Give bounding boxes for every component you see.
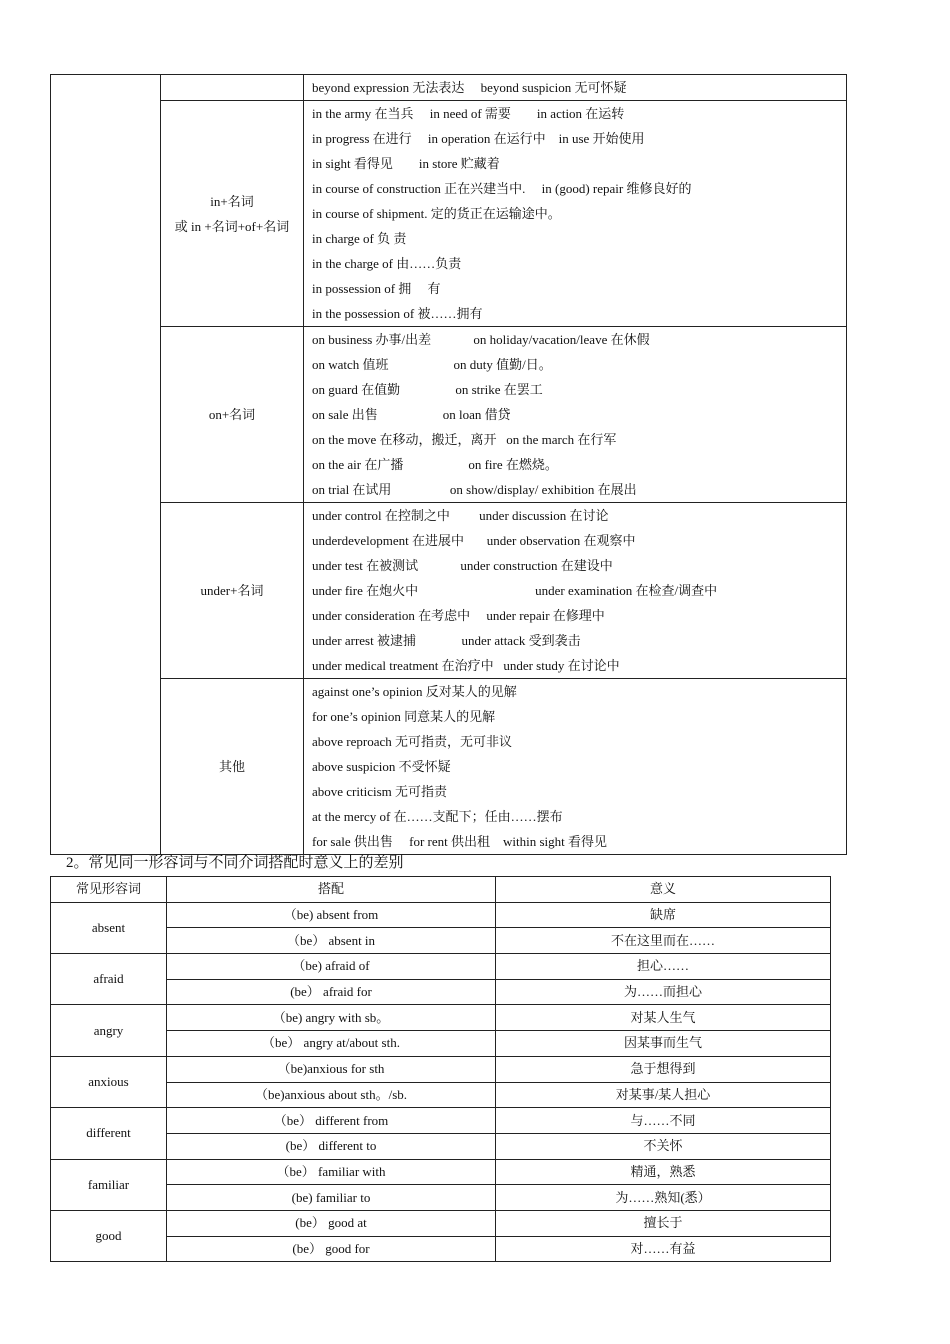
- table-row: [51, 101, 847, 327]
- table-row: [51, 1056, 831, 1082]
- category-label: under+名词: [200, 583, 264, 598]
- adjective-preposition-table: [50, 876, 831, 1262]
- phrase-line: on business 办事/出差 on holiday/vacation/leave 在休假: [312, 332, 650, 347]
- table-header-row: [51, 877, 831, 903]
- phrase-line: in course of construction 正在兴建当中. in (good) repair 维修良好的: [312, 181, 692, 196]
- phrase-line: under consideration 在考虑中 under repair 在修理中: [312, 608, 605, 623]
- adjective-cell: angry: [51, 1005, 167, 1056]
- adjective-cell: good: [51, 1210, 167, 1261]
- meaning-cell: 为……熟知(悉）: [496, 1185, 831, 1211]
- phrase-line: under test 在被测试 under construction 在建设中: [312, 558, 613, 573]
- meaning-cell: 因某事而生气: [496, 1031, 831, 1057]
- phrase-line: beyond expression 无法表达 beyond suspicion 无可怀疑: [312, 80, 627, 95]
- category-cell: [161, 327, 304, 503]
- header-collocation: 搭配: [167, 877, 496, 903]
- table-row: [51, 1133, 831, 1159]
- category-label: 其他: [218, 759, 245, 774]
- table-row: [51, 1005, 831, 1031]
- adjective-cell: different: [51, 1108, 167, 1159]
- category-label: in+名词: [210, 193, 254, 209]
- meaning-cell: 对……有益: [496, 1236, 831, 1262]
- phrase-line: against one’s opinion 反对某人的见解: [312, 684, 517, 699]
- phrase-line: on the air 在广播 on fire 在燃烧。: [312, 457, 558, 472]
- table-row: [51, 327, 847, 503]
- table-row: [51, 1210, 831, 1236]
- meaning-cell: 不关怀: [496, 1133, 831, 1159]
- phrases-cell: [304, 75, 847, 101]
- table-row: [51, 928, 831, 954]
- table-row: [51, 1185, 831, 1211]
- phrase-line: at the mercy of 在……支配下；任由……摆布: [312, 809, 563, 824]
- collocation-cell: (be） afraid for: [167, 979, 496, 1005]
- collocation-cell: (be） good for: [167, 1236, 496, 1262]
- phrase-line: under control 在控制之中 under discussion 在讨论: [312, 508, 609, 523]
- table-row: [51, 902, 831, 928]
- phrase-line: above reproach 无可指责，无可非议: [312, 734, 513, 749]
- header-meaning: 意义: [496, 877, 831, 903]
- empty-left-cell: [51, 75, 161, 855]
- collocation-cell: （be） angry at/about sth.: [167, 1031, 496, 1057]
- collocation-cell: （be)anxious for sth: [167, 1056, 496, 1082]
- category-label: 或 in +名词+of+名词: [174, 218, 290, 234]
- section-2-title: 2。常见同一形容词与不同介词搭配时意义上的差别: [66, 855, 404, 871]
- phrase-line: in charge of 负 责: [312, 231, 407, 246]
- meaning-cell: 为……而担心: [496, 979, 831, 1005]
- category-cell: [161, 679, 304, 855]
- table-row: [51, 979, 831, 1005]
- phrase-line: on guard 在值勤 on strike 在罢工: [312, 382, 543, 397]
- phrases-cell: [304, 327, 847, 503]
- phrase-line: for sale 供出售 for rent 供出租 within sight 看得见: [312, 834, 607, 849]
- table-row: [51, 1082, 831, 1108]
- phrase-line: on trial 在试用 on show/display/ exhibition 在展出: [312, 482, 637, 497]
- table-row: [51, 503, 847, 679]
- adjective-cell: afraid: [51, 954, 167, 1005]
- collocation-cell: （be)anxious about sth。/sb.: [167, 1082, 496, 1108]
- phrase-line: in sight 看得见 in store 贮藏着: [312, 156, 500, 171]
- category-cell: [161, 101, 304, 327]
- table-row: [51, 954, 831, 980]
- meaning-cell: 擅长于: [496, 1210, 831, 1236]
- phrase-line: for one’s opinion 同意某人的见解: [312, 709, 496, 724]
- phrase-line: above criticism 无可指责: [312, 784, 448, 799]
- meaning-cell: 缺席: [496, 902, 831, 928]
- collocation-cell: （be) absent from: [167, 902, 496, 928]
- phrase-line: in course of shipment. 定的货正在运输途中。: [312, 206, 561, 221]
- collocation-cell: (be） different to: [167, 1133, 496, 1159]
- phrase-line: in possession of 拥 有: [312, 281, 441, 296]
- adjective-cell: absent: [51, 902, 167, 953]
- table-row: [51, 1031, 831, 1057]
- collocation-cell: (be） good at: [167, 1210, 496, 1236]
- phrase-line: in progress 在进行 in operation 在运行中 in use 开始使用: [312, 131, 645, 146]
- table-row: [51, 1236, 831, 1262]
- table-row: [51, 1108, 831, 1134]
- adjective-cell: familiar: [51, 1159, 167, 1210]
- table-row: [51, 679, 847, 855]
- collocation-cell: (be) familiar to: [167, 1185, 496, 1211]
- phrases-cell: [304, 503, 847, 679]
- phrase-line: above suspicion 不受怀疑: [312, 759, 451, 774]
- collocation-cell: （be） different from: [167, 1108, 496, 1134]
- phrase-line: under medical treatment 在治疗中 under study 在讨论中: [312, 658, 620, 673]
- meaning-cell: 急于想得到: [496, 1056, 831, 1082]
- adjective-cell: anxious: [51, 1056, 167, 1107]
- category-cell: [161, 75, 304, 101]
- phrase-line: on sale 出售 on loan 借贷: [312, 407, 511, 422]
- phrase-line: in the charge of 由……负责: [312, 256, 462, 271]
- phrase-line: under arrest 被逮捕 under attack 受到袭击: [312, 633, 581, 648]
- header-adjective: 常见形容词: [51, 877, 167, 903]
- phrase-line: in the army 在当兵 in need of 需要 in action 在运转: [312, 106, 625, 121]
- meaning-cell: 不在这里而在……: [496, 928, 831, 954]
- collocation-cell: （be) afraid of: [167, 954, 496, 980]
- meaning-cell: 精通，熟悉: [496, 1159, 831, 1185]
- category-label: on+名词: [208, 407, 256, 422]
- phrase-line: on the move 在移动，搬迁，离开 on the march 在行军: [312, 432, 617, 447]
- collocation-cell: （be） absent in: [167, 928, 496, 954]
- table-row: [51, 1159, 831, 1185]
- collocation-cell: （be） familiar with: [167, 1159, 496, 1185]
- prepositional-phrases-table: [50, 74, 847, 855]
- category-cell: [161, 503, 304, 679]
- phrase-line: on watch 值班 on duty 值勤/日。: [312, 357, 552, 372]
- meaning-cell: 对某事/某人担心: [496, 1082, 831, 1108]
- phrases-cell: [304, 101, 847, 327]
- meaning-cell: 担心……: [496, 954, 831, 980]
- phrases-cell: [304, 679, 847, 855]
- meaning-cell: 对某人生气: [496, 1005, 831, 1031]
- phrase-line: underdevelopment 在进展中 under observation 在观察中: [312, 533, 636, 548]
- phrase-line: in the possession of 被……拥有: [312, 306, 483, 321]
- collocation-cell: （be) angry with sb。: [167, 1005, 496, 1031]
- meaning-cell: 与……不同: [496, 1108, 831, 1134]
- phrase-line: under fire 在炮火中 under examination 在检查/调查中: [312, 583, 718, 598]
- table-row: [51, 75, 847, 101]
